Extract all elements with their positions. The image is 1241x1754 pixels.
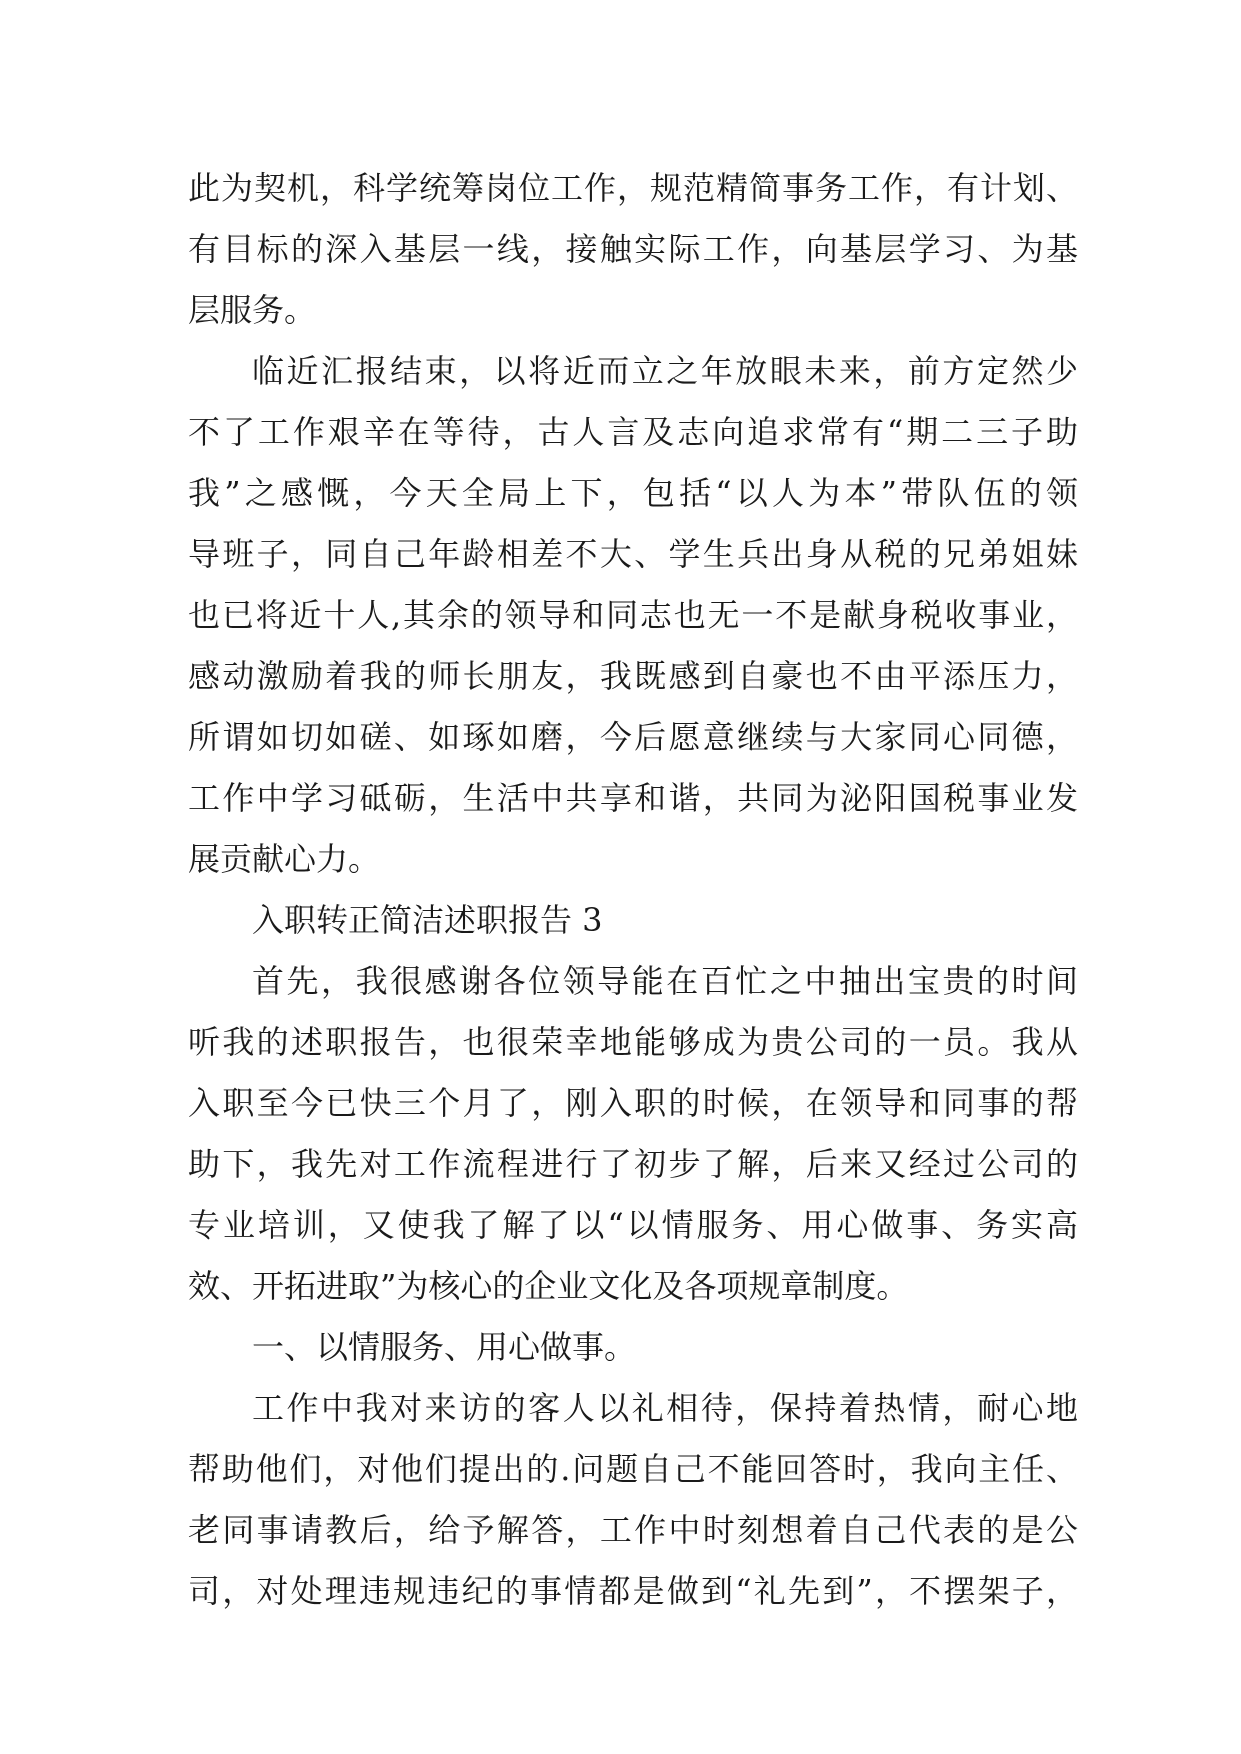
document-body: [188, 158, 1078, 1622]
text-line: 工作中学习砥砺，生活中共享和谐，共同为泌阳国税事业发: [188, 779, 1078, 817]
text-line: 我”之感慨，今天全局上下，包括“以人为本”带队伍的领: [188, 474, 1078, 512]
text-line: 老同事请教后，给予解答，工作中时刻想着自己代表的是公: [188, 1511, 1078, 1549]
text-line: 感动激励着我的师长朋友，我既感到自豪也不由平添压力，: [188, 657, 1078, 695]
text-line: 工作中我对来访的客人以礼相待，保持着热情，耐心地: [252, 1389, 1078, 1427]
subsection-heading: 一、以情服务、用心做事。: [252, 1328, 637, 1366]
text-line: 也已将近十人,其余的领导和同志也无一不是献身税收事业，: [188, 596, 1078, 634]
text-line: 此为契机，科学统筹岗位工作，规范精简事务工作，有计划、: [188, 169, 1078, 207]
text-line: 所谓如切如磋、如琢如磨，今后愿意继续与大家同心同德，: [188, 718, 1078, 756]
text-line: 层服务。: [188, 291, 317, 329]
text-line: 助下，我先对工作流程进行了初步了解，后来又经过公司的: [188, 1145, 1078, 1183]
text-line: 有目标的深入基层一线，接触实际工作，向基层学习、为基: [188, 230, 1078, 268]
text-line: 首先，我很感谢各位领导能在百忙之中抽出宝贵的时间: [252, 962, 1078, 1000]
text-line: 专业培训，又使我了解了以“以情服务、用心做事、务实高: [188, 1206, 1078, 1244]
text-line: 司，对处理违规违纪的事情都是做到“礼先到”，不摆架子，: [188, 1572, 1078, 1610]
text-line: 导班子，同自己年龄相差不大、学生兵出身从税的兄弟姐妹: [188, 535, 1078, 573]
text-line: 效、开拓进取”为核心的企业文化及各项规章制度。: [188, 1267, 909, 1305]
text-line: 帮助他们，对他们提出的.问题自己不能回答时，我向主任、: [188, 1450, 1078, 1488]
text-line: 不了工作艰辛在等待，古人言及志向追求常有“期二三子助: [188, 413, 1078, 451]
text-line: 临近汇报结束，以将近而立之年放眼未来，前方定然少: [252, 352, 1078, 390]
section-heading: 入职转正简洁述职报告 3: [252, 901, 603, 939]
text-line: 入职至今已快三个月了，刚入职的时候，在领导和同事的帮: [188, 1084, 1078, 1122]
text-line: 听我的述职报告，也很荣幸地能够成为贵公司的一员。我从: [188, 1023, 1078, 1061]
text-line: 展贡献心力。: [188, 840, 381, 878]
